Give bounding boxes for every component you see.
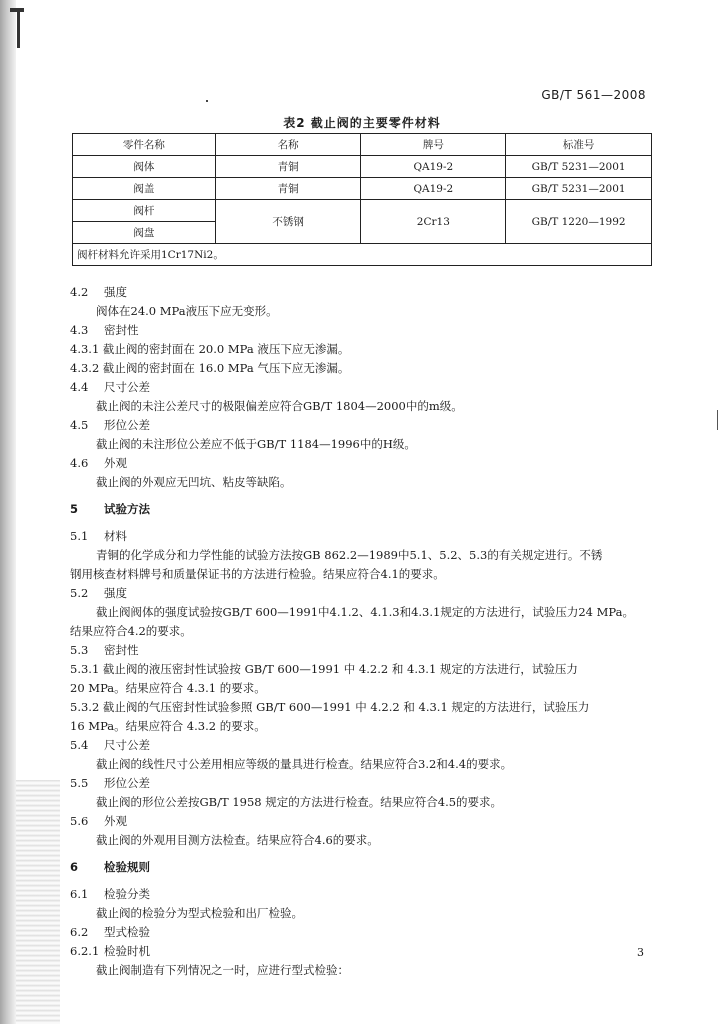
- column-header-material: 名称: [215, 134, 361, 156]
- clause-title: 强度: [104, 285, 127, 299]
- clause-heading: [70, 584, 660, 603]
- clause-title: 材料: [104, 529, 127, 543]
- cell-part: 阀盖: [73, 178, 216, 200]
- paragraph-line: 截止阀阀体的强度试验按GB/T 600—1991中4.1.2、4.1.3和4.3.1规定的方法进行，试验压力24 MPa。: [96, 605, 634, 619]
- cell-standard: GB/T 1220—1992: [506, 200, 652, 244]
- clause-title: 检验规则: [104, 860, 150, 874]
- clause-heading: [70, 527, 660, 546]
- clause-number: 5.3: [70, 643, 89, 657]
- paragraph-line: 青铜的化学成分和力学性能的试验方法按GB 862.2—1989中5.1、5.2、5.3的有关规定进行。不锈: [96, 548, 603, 562]
- section-heading: [70, 500, 660, 519]
- cell-grade: QA19-2: [361, 178, 506, 200]
- paragraph-line: 截止阀的检验分为型式检验和出厂检验。: [96, 906, 303, 920]
- paragraph-line: 阀体在24.0 MPa液压下应无变形。: [96, 304, 278, 318]
- cell-material: 青铜: [215, 156, 361, 178]
- paragraph-line: 截止阀制造有下列情况之一时，应进行型式检验：: [96, 963, 349, 977]
- clause-title: 尺寸公差: [104, 738, 150, 752]
- clause-number: 5.1: [70, 529, 89, 543]
- table-note-row: [73, 244, 652, 266]
- column-header-part: 零件名称: [73, 134, 216, 156]
- clause-title: 密封性: [104, 323, 139, 337]
- table-title: 表2 截止阀的主要零件材料: [283, 116, 441, 130]
- cell-part: 阀杆: [73, 200, 216, 222]
- paragraph-line: 4.3.1 截止阀的密封面在 20.0 MPa 液压下应无渗漏。: [70, 342, 350, 356]
- paragraph-line: 16 MPa。结果应符合 4.3.2 的要求。: [70, 719, 266, 733]
- clause-number: 5.5: [70, 776, 89, 790]
- clause-number: 6.2.1: [70, 944, 100, 958]
- clause-heading: [70, 885, 660, 904]
- cell-part: 阀体: [73, 156, 216, 178]
- paragraph-line: 截止阀的未注公差尺寸的极限偏差应符合GB/T 1804—2000中的m级。: [96, 399, 463, 413]
- clause-title: 密封性: [104, 643, 139, 657]
- clause-title: 外观: [104, 456, 127, 470]
- standard-number: GB/T 561—2008: [541, 88, 646, 102]
- cell-grade: QA19-2: [361, 156, 506, 178]
- clause-title: 试验方法: [104, 502, 150, 516]
- cell-material: 青铜: [215, 178, 361, 200]
- clause-title: 型式检验: [104, 925, 150, 939]
- clause-number: 4.6: [70, 456, 89, 470]
- table-row: [73, 200, 652, 222]
- table-row: [73, 156, 652, 178]
- paragraph-line: 截止阀的形位公差按GB/T 1958 规定的方法进行检查。结果应符合4.5的要求。: [96, 795, 503, 809]
- document-body: [70, 283, 660, 980]
- clause-title: 外观: [104, 814, 127, 828]
- scan-speck: [206, 100, 208, 102]
- clause-heading: [70, 378, 660, 397]
- clause-number: 6.1: [70, 887, 89, 901]
- clause-title: 形位公差: [104, 776, 150, 790]
- section-heading: [70, 858, 660, 877]
- paragraph-line: 截止阀的线性尺寸公差用相应等级的量具进行检查。结果应符合3.2和4.4的要求。: [96, 757, 513, 771]
- paragraph-line: 截止阀的外观应无凹坑、粘皮等缺陷。: [96, 475, 292, 489]
- paragraph-line: 钢用核查材料牌号和质量保证书的方法进行检验。结果应符合4.1的要求。: [70, 567, 445, 581]
- corner-bar: [17, 8, 20, 48]
- clause-number: 4.4: [70, 380, 89, 394]
- cell-material: 不锈钢: [215, 200, 361, 244]
- spacer: [70, 877, 660, 885]
- scan-edge-noise: [16, 780, 60, 1024]
- clause-title: 强度: [104, 586, 127, 600]
- clause-number: 4.2: [70, 285, 89, 299]
- spacer: [70, 492, 660, 500]
- parts-material-table: [72, 133, 652, 266]
- cell-part: 阀盘: [73, 222, 216, 244]
- paragraph-line: 5.3.2 截止阀的气压密封性试验参照 GB/T 600—1991 中 4.2.2 和 4.3.1 规定的方法进行，试验压力: [70, 700, 590, 714]
- paragraph-line: 4.3.2 截止阀的密封面在 16.0 MPa 气压下应无渗漏。: [70, 361, 350, 375]
- clause-title: 尺寸公差: [104, 380, 150, 394]
- cell-standard: GB/T 5231—2001: [506, 178, 652, 200]
- clause-title: 检验分类: [104, 887, 150, 901]
- clause-number: 5.4: [70, 738, 89, 752]
- clause-heading: [70, 416, 660, 435]
- clause-heading: [70, 454, 660, 473]
- clause-number: 5: [70, 502, 79, 516]
- clause-heading: [70, 283, 660, 302]
- clause-heading: [70, 812, 660, 831]
- paragraph-line: 截止阀的未注形位公差应不低于GB/T 1184—1996中的H级。: [96, 437, 416, 451]
- scan-edge-shadow: [0, 0, 16, 1024]
- clause-number: 4.5: [70, 418, 89, 432]
- page-number: 3: [637, 946, 644, 959]
- clause-number: 6.2: [70, 925, 89, 939]
- table-note: 阀杆材料允许采用1Cr17Ni2。: [73, 244, 652, 266]
- clause-title: 形位公差: [104, 418, 150, 432]
- paragraph-line: 5.3.1 截止阀的液压密封性试验按 GB/T 600—1991 中 4.2.2 和 4.3.1 规定的方法进行，试验压力: [70, 662, 578, 676]
- clause-number: 5.6: [70, 814, 89, 828]
- clause-number: 6: [70, 860, 79, 874]
- clause-heading: [70, 923, 660, 942]
- paragraph-line: 截止阀的外观用目测方法检查。结果应符合4.6的要求。: [96, 833, 379, 847]
- clause-heading: [70, 641, 660, 660]
- table-header-row: [73, 134, 652, 156]
- clause-number: 5.2: [70, 586, 89, 600]
- cell-grade: 2Cr13: [361, 200, 506, 244]
- spacer: [70, 850, 660, 858]
- paragraph-line: 20 MPa。结果应符合 4.3.1 的要求。: [70, 681, 266, 695]
- clause-heading: [70, 736, 660, 755]
- cell-standard: GB/T 5231—2001: [506, 156, 652, 178]
- column-header-grade: 牌号: [361, 134, 506, 156]
- spacer: [70, 519, 660, 527]
- margin-mark: [717, 410, 722, 430]
- clause-heading: [70, 942, 660, 961]
- clause-number: 4.3: [70, 323, 89, 337]
- clause-title: 检验时机: [104, 944, 150, 958]
- clause-heading: [70, 774, 660, 793]
- paragraph-line: 结果应符合4.2的要求。: [70, 624, 192, 638]
- clause-heading: [70, 321, 660, 340]
- column-header-standard: 标准号: [506, 134, 652, 156]
- table-row: [73, 178, 652, 200]
